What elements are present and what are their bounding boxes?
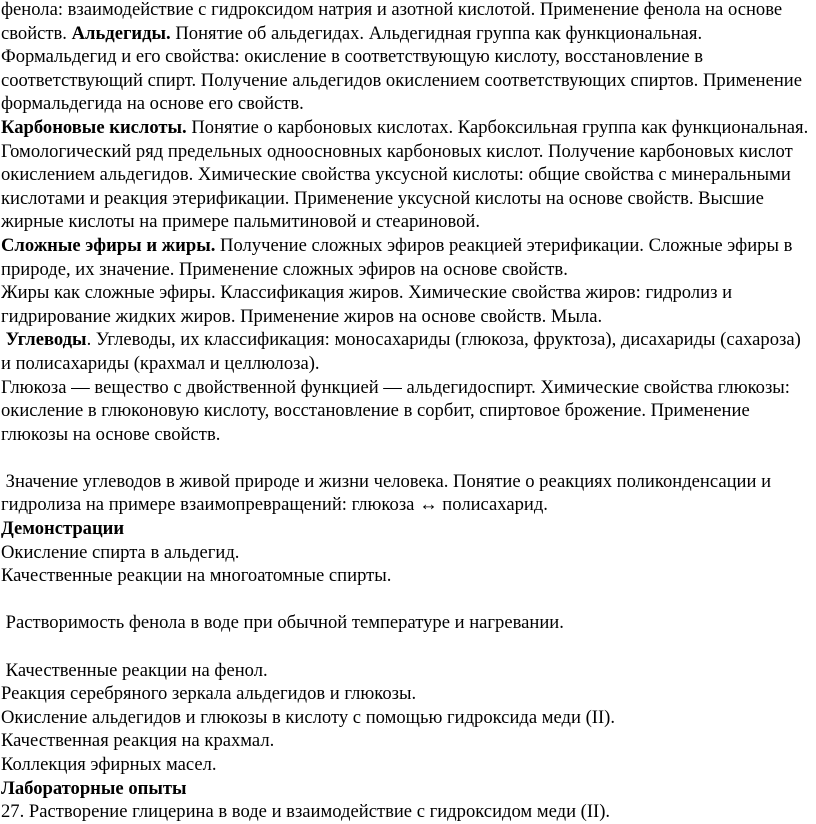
- text-run: Окисление альдегидов и глюкозы в кислоту с помощью гидроксида меди (II).: [1, 706, 616, 728]
- text-run: Качественная реакция на крахмал.: [1, 730, 275, 752]
- text-run: фенола: взаимодействие с гидроксидом натрия и азотной кислотой. Применение фенола на основе свойств.: [1, 0, 783, 44]
- list-item: [1, 706, 813, 730]
- text-run: Жиры как сложные эфиры. Классификация жиров. Химические свойства жиров: гидролиз и гидрирование жидких жиров. Применение жиров на основе свойств. Мыла.: [1, 282, 733, 327]
- text-run: Понятие об альдегидах. Альдегидная группа как функциональная. Формальдегид и его свойства: окисление в соответствующую кислоту, восстановление в соответствующий спирт. Получение альдегидов окислением соответствующих спиртов. Применение формальдегида на основе его свойств.: [1, 22, 802, 115]
- text-run: Окисление спирта в альдегид.: [1, 541, 240, 563]
- paragraph-carboxylic-acids: [1, 116, 813, 234]
- text-run: Понятие о карбоновых кислотах. Карбоксильная группа как функциональная. Гомологический ряд предельных одноосновных карбоновых кислот. Получение карбоновых кислот окислением альдегидов. Химические свойства уксусной кислоты: общие свойства с минеральными кислотами и реакция этерификации. Применение уксусной кислоты на основе свойств. Высшие жирные кислоты на примере пальмитиновой и стеариновой.: [1, 116, 809, 233]
- list-item: [1, 635, 813, 682]
- text-run: . Углеводы, их классификация: моносахариды (глюкоза, фруктоза), дисахариды (сахароза) и полисахариды (крахмал и целлюлоза).: [1, 329, 801, 374]
- paragraph-esters: [1, 234, 813, 281]
- text-run: Реакция серебряного зеркала альдегидов и глюкозы.: [1, 683, 417, 705]
- list-item: [1, 564, 813, 588]
- list-item: [1, 541, 813, 565]
- section-heading-demonstrations: Демонстрации: [1, 518, 125, 540]
- text-run: Получение сложных эфиров реакцией этерификации. Сложные эфиры в природе, их значение. Применение сложных эфиров на основе свойств.: [1, 234, 793, 280]
- paragraph-glucose: [1, 376, 813, 447]
- paragraph-fats: [1, 281, 813, 328]
- heading-demonstrations: [1, 517, 813, 541]
- heading-lab-experiments: [1, 777, 813, 801]
- text-run: Значение углеводов в живой природе и жизни человека. Понятие о реакциях поликонденсации и гидролиза на примере взаимопревращений: глюкоза ↔ полисахарид.: [1, 470, 776, 516]
- text-run: 27. Растворение глицерина в воде и взаимодействие с гидроксидом меди (II).: [1, 801, 611, 823]
- list-item: [1, 800, 813, 824]
- list-item: [1, 753, 813, 777]
- paragraph-carbohydrates-significance: [1, 446, 813, 517]
- text-run: Глюкоза — вещество с двойственной функцией — альдегидоспирт. Химические свойства глюкозы: окисление в глюконовую кислоту, восстановление в сорбит, спиртовое брожение. Применение глюкозы на основе свойств.: [1, 376, 790, 445]
- section-heading-carbohydrates: Углеводы: [5, 329, 87, 351]
- text-run: Растворимость фенола в воде при обычной температуре и нагревании.: [1, 612, 564, 634]
- section-heading-carboxylic-acids: Карбоновые кислоты.: [1, 116, 187, 138]
- list-item: [1, 729, 813, 753]
- text-run: Качественные реакции на фенол.: [1, 659, 268, 681]
- text-run: Качественные реакции на многоатомные спирты.: [1, 565, 392, 587]
- paragraph-phenol-aldehydes: [1, 0, 813, 116]
- text-run: Коллекция эфирных масел.: [1, 754, 217, 775]
- list-item: [1, 588, 813, 635]
- list-item: [1, 682, 813, 706]
- section-heading-esters: Сложные эфиры и жиры.: [1, 234, 216, 256]
- section-heading-aldehydes: Альдегиды.: [71, 22, 171, 44]
- paragraph-carbohydrates: [1, 328, 813, 375]
- section-heading-lab-experiments: Лабораторные опыты: [1, 777, 187, 799]
- document-body: [1, 0, 813, 824]
